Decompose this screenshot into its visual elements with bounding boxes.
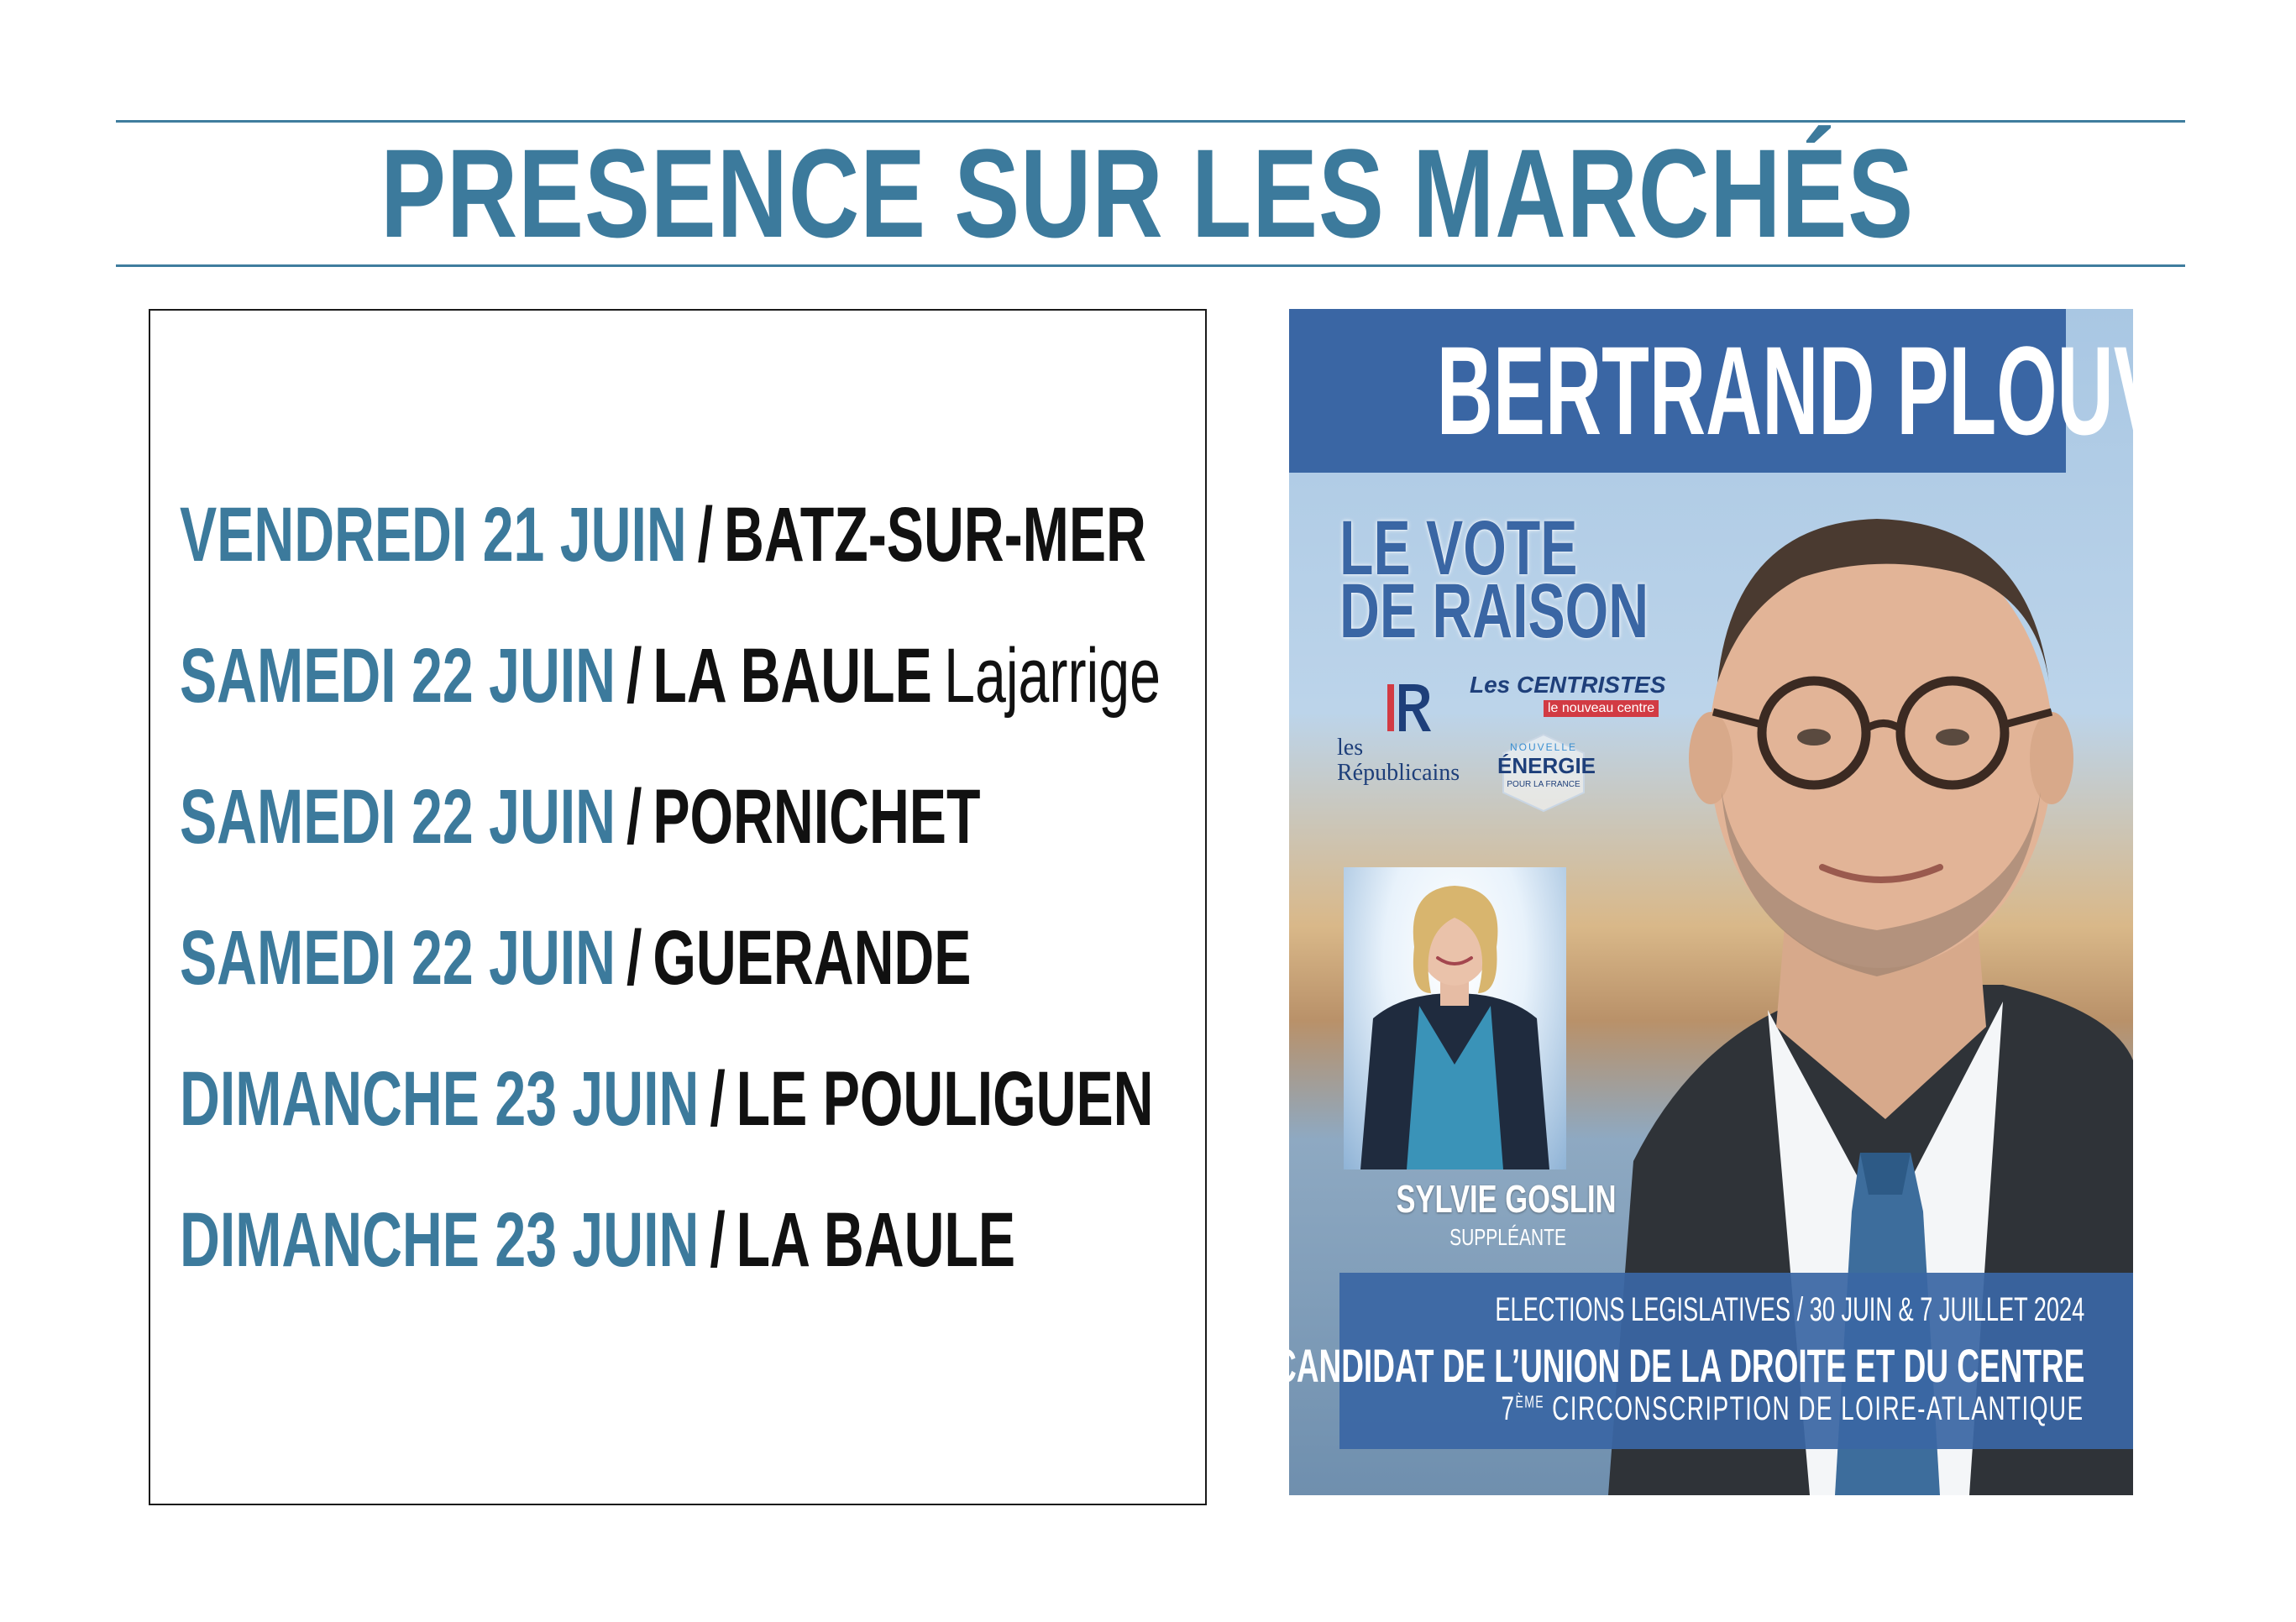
energie-main-text: ÉNERGIE	[1497, 753, 1596, 778]
schedule-row	[180, 771, 980, 863]
constituency-ordinal: ÈME	[1515, 1393, 1545, 1412]
schedule-city: LA BAULE	[736, 1197, 1016, 1283]
lr-text-line-2: Républicains	[1337, 760, 1460, 786]
substitute-photo	[1344, 867, 1566, 1169]
candidate-name-band	[1289, 309, 2296, 473]
substitute-portrait	[1344, 867, 1566, 1169]
schedule-location-detail: Lajarrige	[944, 633, 1161, 719]
schedule-separator: /	[626, 633, 642, 719]
les-centristes-logo	[1470, 672, 1666, 722]
schedule-separator: /	[626, 774, 642, 860]
centristes-text: Les CENTRISTES	[1470, 672, 1666, 698]
nouvelle-energie-logo	[1497, 733, 1596, 813]
substitute-name: SYLVIE GOSLIN	[1396, 1177, 1617, 1221]
schedule-row	[180, 1194, 1015, 1286]
schedule-day: DIMANCHE 23 JUIN	[180, 1197, 700, 1283]
centristes-subtext: le nouveau centre	[1544, 700, 1659, 717]
schedule-separator: /	[626, 915, 642, 1001]
schedule-city: GUERANDE	[653, 915, 972, 1001]
constituency-name: CIRCONSCRIPTION DE LOIRE-ATLANTIQUE	[1544, 1390, 2084, 1427]
schedule-day: SAMEDI 22 JUIN	[180, 915, 616, 1001]
schedule-day: SAMEDI 22 JUIN	[180, 774, 616, 860]
constituency-number: 7	[1501, 1390, 1516, 1427]
campaign-poster	[1273, 309, 2296, 1495]
schedule-row	[180, 912, 971, 1004]
energie-sub-text: POUR LA FRANCE	[1507, 780, 1580, 789]
slogan-line-1: LE VOTE	[1339, 505, 1578, 591]
schedule-separator: /	[710, 1197, 726, 1283]
lr-mark-icon	[1335, 683, 1470, 733]
schedule-row	[180, 489, 1146, 581]
lr-text-line-1: les	[1337, 735, 1364, 761]
schedule-day: DIMANCHE 23 JUIN	[180, 1056, 700, 1142]
election-info-band	[1273, 1273, 2133, 1449]
schedule-city: LA BAULE	[653, 633, 932, 719]
schedule-separator: /	[710, 1056, 726, 1142]
schedule-city: LE POULIGUEN	[736, 1056, 1154, 1142]
schedule-city: PORNICHET	[653, 774, 981, 860]
title-bottom-rule	[116, 264, 2185, 267]
schedule-day: SAMEDI 22 JUIN	[180, 633, 616, 719]
candidate-union: CANDIDAT DE L’UNION DE LA DROITE ET DU CENTRE	[1273, 1339, 2084, 1392]
schedule-row	[180, 1053, 1154, 1145]
schedule-day: VENDREDI 21 JUIN	[180, 492, 687, 578]
constituency	[1502, 1390, 2084, 1428]
schedule-city: BATZ-SUR-MER	[724, 492, 1146, 578]
election-dates: ELECTIONS LEGISLATIVES / 30 JUIN & 7 JUILLET 2024	[1495, 1291, 2084, 1328]
candidate-name: BERTRAND PLOUVIER	[1436, 320, 2296, 461]
schedule-row	[180, 630, 1161, 722]
les-republicains-logo	[1335, 683, 1470, 786]
energie-top-text: NOUVELLE	[1509, 741, 1578, 753]
substitute-role: SUPPLÉANTE	[1449, 1224, 1566, 1250]
page-title: PRESENCE SUR LES MARCHÉS	[380, 123, 1915, 264]
schedule-separator: /	[697, 492, 714, 578]
slogan-line-2: DE RAISON	[1339, 568, 1649, 654]
